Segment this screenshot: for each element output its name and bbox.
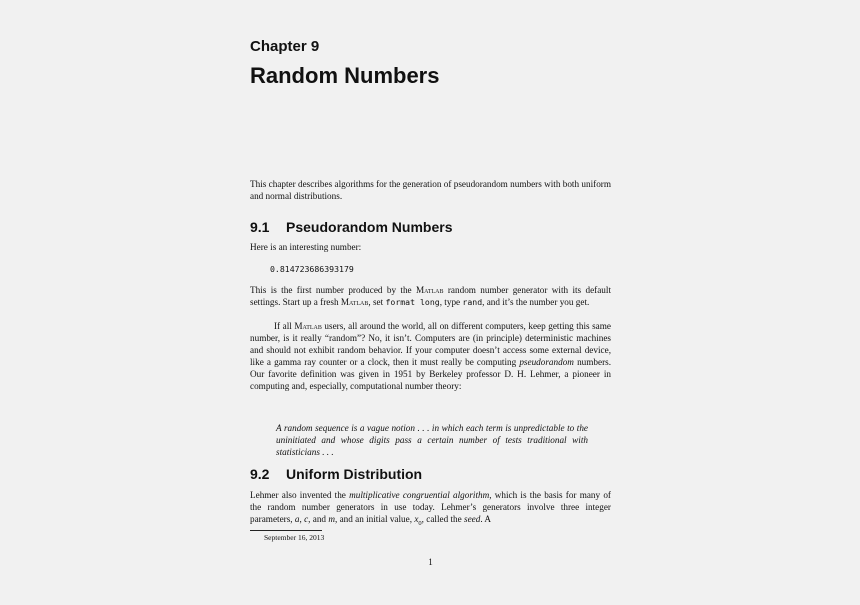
lead-paragraph: Here is an interesting number: (250, 242, 362, 252)
page-number: 1 (428, 557, 433, 567)
section-heading-9-2 (250, 466, 422, 482)
var-x0: x (414, 514, 419, 524)
footnote-date: September 16, 2013 (264, 533, 325, 542)
var-a: a (294, 514, 300, 524)
matlab-name: Matlab (416, 285, 444, 295)
var-m: m (328, 514, 335, 524)
section-heading-9-1 (250, 219, 452, 235)
subscript-zero: 0 (418, 519, 422, 527)
paragraph-random: If all Matlab users, all around the world, all on different computers, keep getting this same number, is it really “random”? No, it isn’t. Computers are (in principle) deterministic machines and should not exhibit random behavior. If your computer doesn’t access some external device, like a gamma ray counter or a clock, then it must really be computing pseudorandom numbers. Our favorite definition was given in 1951 by Berkeley professor D. H. Lehmer, a pioneer in computing and, especially, computational number theory: (250, 321, 612, 391)
number-display: 0.814723686393179 (270, 264, 354, 274)
section-title: Uniform Distribution (286, 466, 423, 482)
code-format-long: format long (385, 297, 440, 307)
lehmer-quote: A random sequence is a vague notion . . . in which each term is unpredictable to the uninitiated and whose digits pass a certain number of tests traditional with statisticians . . . (276, 423, 588, 458)
paragraph-uniform: Lehmer also invented the multiplicative congruential algorithm, which is the basis for many of the random number generators in use today. Lehmer’s generators involve three integer parameters, a, c, and m, and an initial value, $x_0$, called the seed. A (250, 490, 611, 527)
emphasis-algorithm: multiplicative congruential algorithm (349, 490, 490, 500)
emphasis-seed: seed (464, 514, 481, 524)
chapter-title: Random Numbers (250, 63, 440, 88)
matlab-name: Matlab (340, 297, 369, 307)
matlab-name: Matlab (294, 321, 322, 331)
chapter-label: Chapter 9 (250, 38, 320, 55)
section-title: Pseudorandom Numbers (286, 219, 453, 235)
var-c: c (304, 514, 309, 524)
section-number: 9.1 (250, 219, 270, 235)
footnote-rule (250, 530, 322, 531)
emphasis-pseudorandom: pseudorandom (519, 357, 574, 367)
code-rand: rand (462, 297, 483, 307)
intro-paragraph: This chapter describes algorithms for the generation of pseudorandom numbers with both uniform and normal distributions. (250, 179, 611, 201)
section-number: 9.2 (250, 466, 270, 482)
paragraph-first-number: This is the first number produced by the Matlab random number generator with its default settings. Start up a fresh Matlab, set format long, type rand, and it’s the number you get. (250, 285, 611, 307)
